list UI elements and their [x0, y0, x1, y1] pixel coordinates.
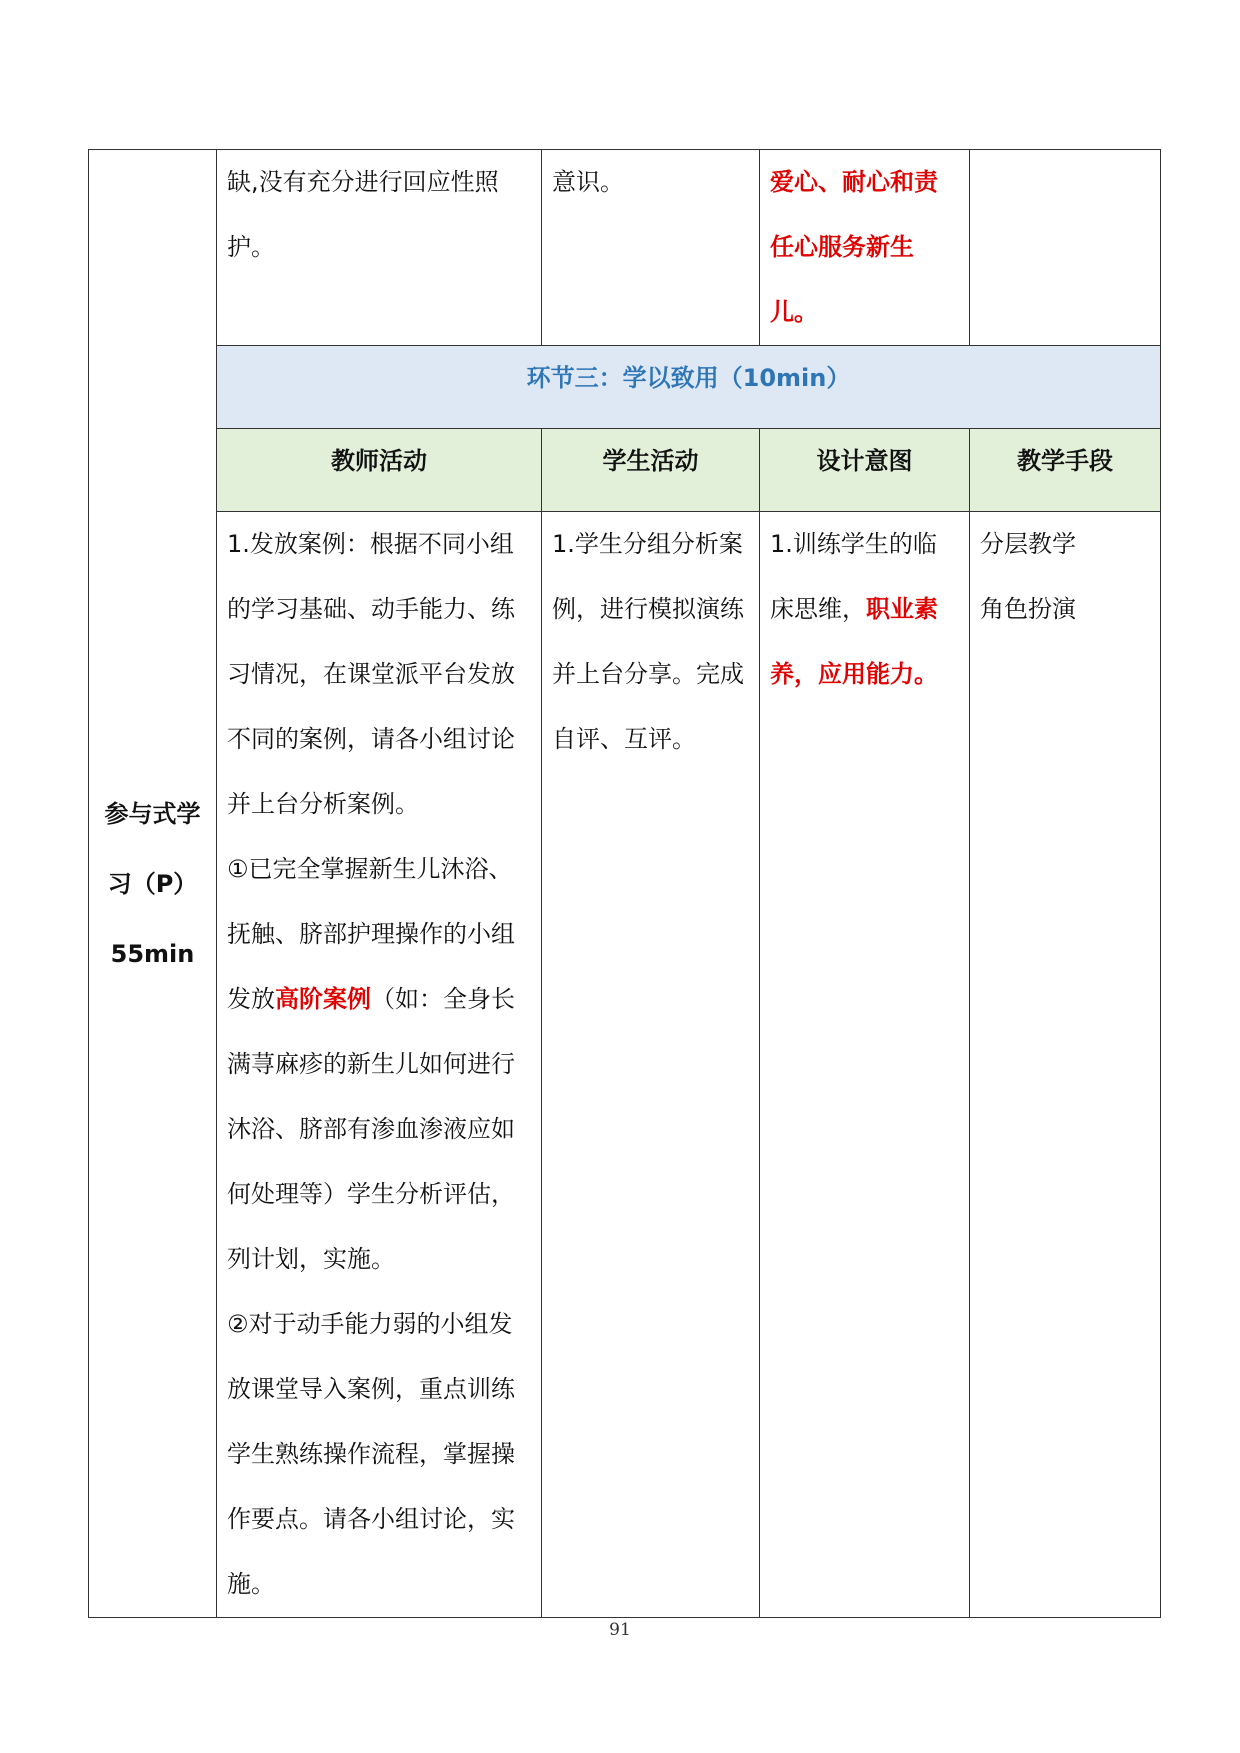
teacher-activity-text: 缺,没有充分进行回应性照护。 [227, 168, 499, 261]
table-row [89, 346, 1161, 429]
table-row [89, 150, 1161, 346]
header-method-label: 教学手段 [1017, 447, 1113, 475]
teacher-paragraph-1: 1.发放案例：根据不同小组的学习基础、动手能力、练习情况，在课堂派平台发放不同的案例，请各小组讨论并上台分析案例。 [227, 530, 515, 818]
header-student-label: 学生活动 [602, 447, 699, 475]
student-activity-text: 意识。 [552, 168, 624, 196]
student-activity-cell [542, 150, 760, 346]
teacher-activity-cell [217, 512, 542, 1618]
section-cell [89, 150, 217, 1618]
teacher-activity-cell [217, 150, 542, 346]
header-design-intent [760, 429, 970, 512]
design-intent-cell [760, 512, 970, 1618]
table-row [89, 512, 1161, 1618]
header-teacher-label: 教师活动 [331, 447, 427, 475]
section-label-line1: 参与式学 [104, 799, 201, 828]
student-activity-text: 1.学生分组分析案例，进行模拟演练并上台分享。完成自评、互评。 [552, 530, 744, 753]
advanced-case-highlight: 高阶案例 [275, 985, 371, 1013]
design-intent-highlight: 职业素养，应用能力。 [770, 595, 938, 688]
design-intent-cell [760, 150, 970, 346]
header-teacher-activity [217, 429, 542, 512]
teacher-paragraph-2-start: ①已完全掌握新生儿沐浴、抚触、脐部护理操作的小组发放 [227, 855, 515, 1013]
lesson-plan-table [88, 149, 1161, 1618]
header-teaching-method [970, 429, 1161, 512]
section-duration: 55min [110, 939, 195, 968]
student-activity-cell [542, 512, 760, 1618]
teaching-method-item: 分层教学 [980, 530, 1076, 558]
header-design-label: 设计意图 [816, 447, 913, 475]
teaching-method-cell [970, 512, 1161, 1618]
teacher-paragraph-2-end: （如：全身长满荨麻疹的新生儿如何进行沐浴、脐部有渗血渗液应如何处理等）学生分析评估，列计划，实施。 [227, 985, 515, 1273]
section-label-line2: 习（P） [107, 869, 198, 898]
page-number: 91 [609, 1620, 631, 1640]
table-header-row [89, 429, 1161, 512]
stage-title: 环节三：学以致用（10min） [526, 364, 851, 392]
teaching-method-cell [970, 150, 1161, 346]
teacher-paragraph-3: ②对于动手能力弱的小组发放课堂导入案例，重点训练学生熟练操作流程，掌握操作要点。请各小组讨论，实施。 [227, 1310, 515, 1598]
stage-title-cell [217, 346, 1161, 429]
design-intent-text: 1.训练学生的临床思维， [770, 530, 937, 623]
teaching-method-item: 角色扮演 [980, 595, 1076, 623]
design-intent-text: 爱心、耐心和责任心服务新生儿。 [770, 168, 938, 326]
header-student-activity [542, 429, 760, 512]
teacher-paragraph-2 [227, 837, 531, 1292]
